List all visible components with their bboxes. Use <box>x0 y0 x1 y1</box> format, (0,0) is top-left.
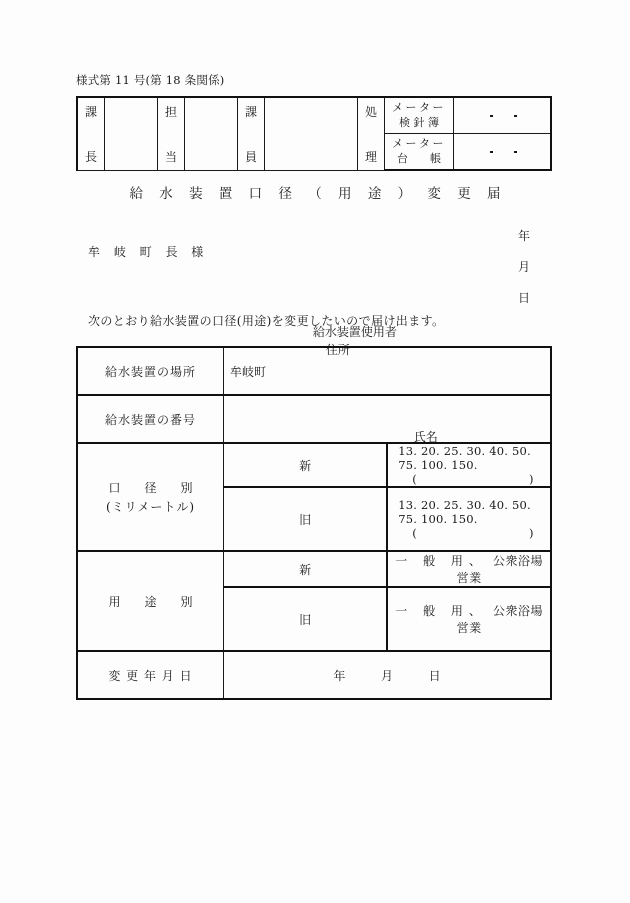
row-label-diameter-main: 口 径 別 <box>108 481 199 495</box>
proc-label-section-staff-top: 課 <box>244 105 257 119</box>
table-row-diameter-new <box>77 443 551 487</box>
proc-label-section-chief-top: 課 <box>84 105 97 119</box>
diameter-old-marker: 旧 <box>224 487 388 551</box>
row-value-number[interactable] <box>224 395 552 443</box>
proc-stamp-box-section-staff[interactable] <box>265 97 358 170</box>
diameter-new-values: 13. 20. 25. 30. 40. 50. 75. 100. 150. <box>398 444 531 472</box>
proc-label-processing <box>358 97 385 170</box>
change-date-year: 年 <box>333 668 346 683</box>
row-label-number: 給水装置の番号 <box>77 395 224 443</box>
applicant-address-label[interactable]: 住所 <box>325 342 350 357</box>
purpose-old-option-general: 一 般 用、 <box>395 604 487 618</box>
purpose-old-option-bathhouse: 公衆浴場営業 <box>456 604 543 635</box>
meter-reading-book-label-line2: 検 針 簿 <box>399 115 439 129</box>
submission-date-month: 月 <box>517 260 530 274</box>
diameter-old-values: 13. 20. 25. 30. 40. 50. 75. 100. 150. <box>398 498 531 526</box>
paren-open: ( <box>412 526 417 540</box>
change-date-field[interactable] <box>224 651 552 699</box>
purpose-new-marker: 新 <box>224 551 388 587</box>
meter-reading-book-date-field[interactable] <box>454 97 552 134</box>
applicant-name-label[interactable]: 氏名 <box>413 429 438 444</box>
proc-stamp-box-section-chief[interactable] <box>105 97 158 170</box>
main-form-table <box>76 346 552 700</box>
table-row-place <box>77 347 551 395</box>
date-dot-1 <box>490 151 493 154</box>
document-title: 給 水 装 置 口 径 （ 用 途 ） 変 更 届 <box>129 186 507 202</box>
proc-stamp-box-person-in-charge[interactable] <box>185 97 238 170</box>
date-dot-2 <box>514 151 517 154</box>
row-label-place: 給水装置の場所 <box>77 347 224 395</box>
row-value-place[interactable]: 牟岐町 <box>224 347 552 395</box>
submission-date-line[interactable] <box>0 213 530 320</box>
purpose-old-options[interactable] <box>387 587 551 651</box>
diameter-new-marker: 新 <box>224 443 388 487</box>
row-label-diameter <box>77 443 224 551</box>
applicant-label: 給水装置使用者 <box>312 325 397 340</box>
proc-label-person-in-charge-bottom: 当 <box>164 149 177 164</box>
table-row-change-date <box>77 651 551 699</box>
addressee-mayor: 牟 岐 町 長 様 <box>88 245 209 259</box>
table-row-number <box>77 395 551 443</box>
diameter-new-options[interactable] <box>387 443 551 487</box>
date-dot-1 <box>490 115 493 118</box>
change-date-day: 日 <box>428 668 441 683</box>
purpose-new-option-general: 一 般 用、 <box>395 554 487 568</box>
intro-sentence: 次のとおり給水装置の口径(用途)を変更したいので届け出ます。 <box>88 314 445 328</box>
proc-label-section-chief <box>77 97 105 170</box>
diameter-old-entry[interactable] <box>412 526 533 540</box>
row-label-change-date: 変 更 年 月 日 <box>77 651 224 699</box>
paren-close: ) <box>528 526 534 540</box>
row-label-purpose: 用 途 別 <box>77 551 224 651</box>
paren-close: ) <box>528 472 534 486</box>
meter-ledger-label <box>385 134 454 171</box>
paren-open: ( <box>412 472 417 486</box>
diameter-new-entry[interactable] <box>412 472 533 486</box>
purpose-new-option-bathhouse: 公衆浴場営業 <box>456 554 543 585</box>
row-label-diameter-unit: (ミリメートル) <box>105 500 196 514</box>
proc-label-section-staff <box>238 97 265 170</box>
change-date-month: 月 <box>380 668 393 683</box>
proc-label-person-in-charge <box>158 97 185 170</box>
meter-reading-book-label <box>385 97 454 134</box>
form-number: 様式第 11 号(第 18 条関係) <box>76 73 225 87</box>
proc-label-section-staff-bottom: 員 <box>244 149 257 164</box>
proc-label-person-in-charge-top: 担 <box>164 105 177 119</box>
date-dot-2 <box>514 115 517 118</box>
meter-ledger-date-field[interactable] <box>454 134 552 171</box>
meter-ledger-label-line1: メーター <box>392 136 446 150</box>
proc-label-section-chief-bottom: 長 <box>84 149 97 164</box>
table-row-purpose-new <box>77 551 551 587</box>
meter-ledger-label-line2: 台 帳 <box>397 151 441 165</box>
meter-reading-book-label-line1: メーター <box>392 100 446 114</box>
processing-table <box>76 96 552 171</box>
diameter-old-options[interactable] <box>387 487 551 551</box>
proc-label-processing-bottom: 理 <box>364 149 377 164</box>
purpose-new-options[interactable] <box>387 551 551 587</box>
submission-date-day: 日 <box>517 291 530 305</box>
purpose-old-marker: 旧 <box>224 587 388 651</box>
submission-date-year: 年 <box>517 229 530 243</box>
proc-label-processing-top: 処 <box>364 105 377 119</box>
